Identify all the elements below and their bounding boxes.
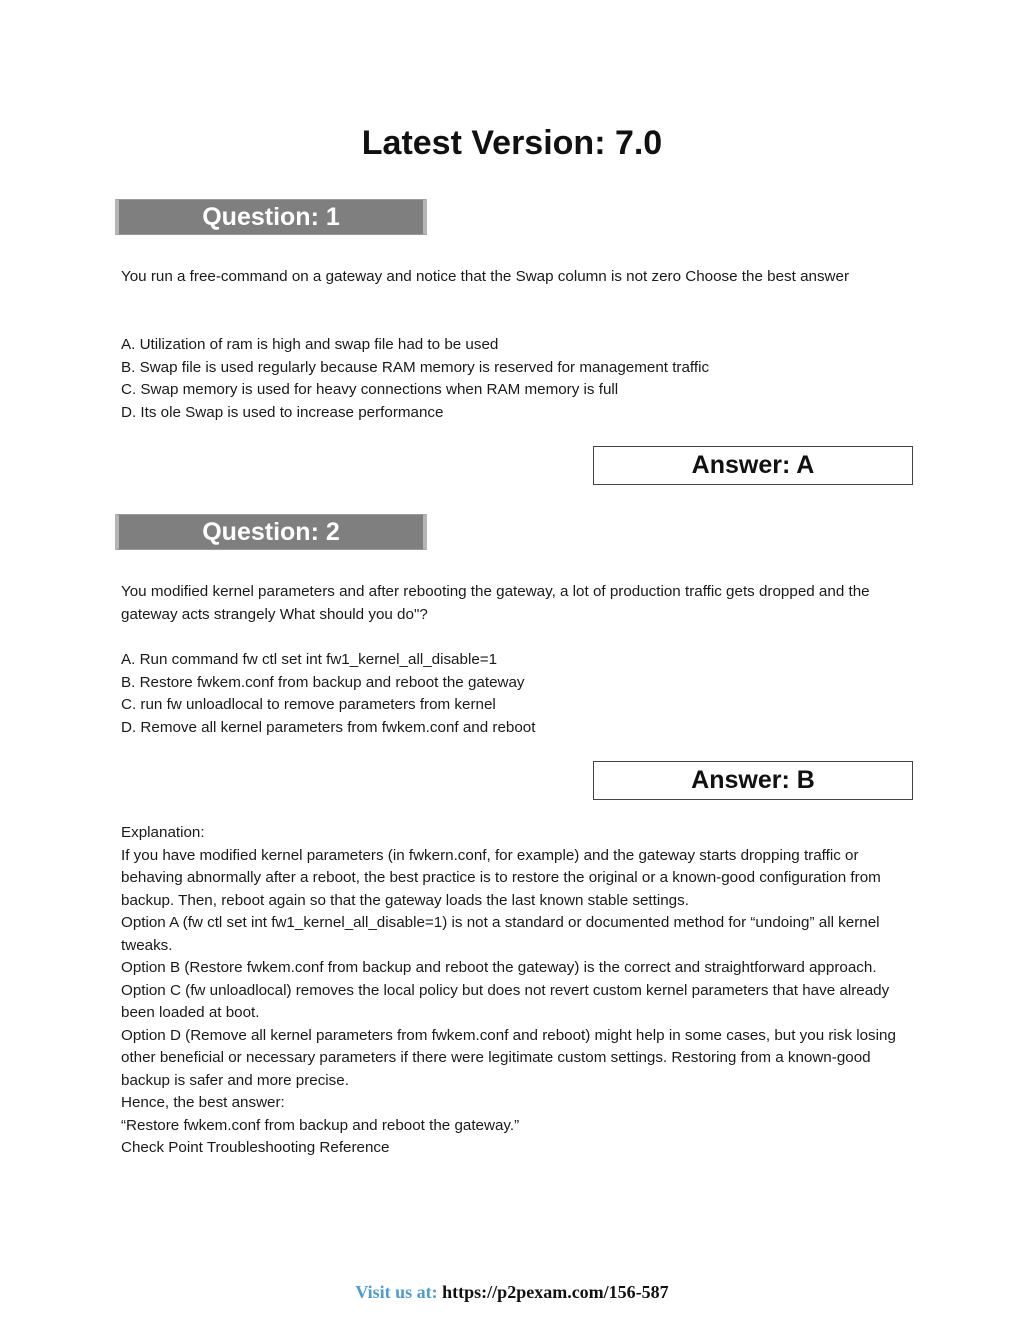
question-2-options [121, 649, 911, 739]
explanation-paragraph: If you have modified kernel parameters (in fwkern.conf, for example) and the gateway starts dropping traffic or behaving abnormally after a reboot, the best practice is to restore the original or a known-good configuration from backup. Then, reboot again so that the gateway loads the last known stable settings. [121, 846, 881, 909]
page-title: Latest Version: 7.0 [361, 124, 663, 162]
question-2-prompt: You modified kernel parameters and after rebooting the gateway, a lot of production traffic gets dropped and the gateway acts strangely What should you do"? [121, 583, 870, 623]
footer [0, 1282, 1024, 1303]
explanation-option-b: Option B (Restore fwkem.conf from backup and reboot the gateway) is the correct and straightforward approach. [121, 959, 877, 976]
question-2-option-c: C. run fw unloadlocal to remove parameters from kernel [121, 696, 496, 713]
question-1-prompt: You run a free-command on a gateway and notice that the Swap column is not zero Choose the best answer [121, 268, 850, 285]
question-2-header: Question: 2 [115, 514, 427, 550]
question-2-answer: Answer: B [593, 761, 913, 800]
question-1-option-b: B. Swap file is used regularly because RAM memory is reserved for management traffic [121, 358, 710, 376]
explanation-conclusion: Hence, the best answer: [121, 1094, 285, 1111]
question-1-option-a: A. Utilization of ram is high and swap file had to be used [121, 336, 499, 353]
question-1-option-d: D. Its ole Swap is used to increase performance [121, 403, 444, 421]
explanation-best-answer: “Restore fwkem.conf from backup and reboot the gateway.” [121, 1116, 520, 1134]
explanation-option-a: Option A (fw ctl set int fw1_kernel_all_disable=1) is not a standard or documented method for “undoing” all kernel tweaks. [121, 914, 880, 954]
question-2-option-a: A. Run command fw ctl set int fw1_kernel_all_disable=1 [121, 651, 498, 668]
question-1-options [121, 334, 911, 424]
explanation-heading: Explanation: [121, 824, 205, 841]
question-1-option-c: C. Swap memory is used for heavy connections when RAM memory is full [121, 381, 619, 398]
explanation [121, 822, 911, 1160]
question-1-header: Question: 1 [115, 199, 427, 235]
question-2-option-d: D. Remove all kernel parameters from fwkem.conf and reboot [121, 718, 536, 736]
footer-label: Visit us at: [355, 1282, 438, 1302]
question-2-option-b: B. Restore fwkem.conf from backup and reboot the gateway [121, 673, 525, 691]
explanation-option-c: Option C (fw unloadlocal) removes the local policy but does not revert custom kernel parameters that have already been loaded at boot. [121, 981, 890, 1021]
explanation-option-d: Option D (Remove all kernel parameters from fwkem.conf and reboot) might help in some cases, but you risk losing other beneficial or necessary parameters if there were legitimate custom settings. Restoring from a known-good backup is safer and more precise. [121, 1026, 896, 1089]
question-1-answer: Answer: A [593, 446, 913, 485]
footer-link[interactable]: https://p2pexam.com/156-587 [442, 1282, 669, 1302]
explanation-reference: Check Point Troubleshooting Reference [121, 1139, 390, 1156]
